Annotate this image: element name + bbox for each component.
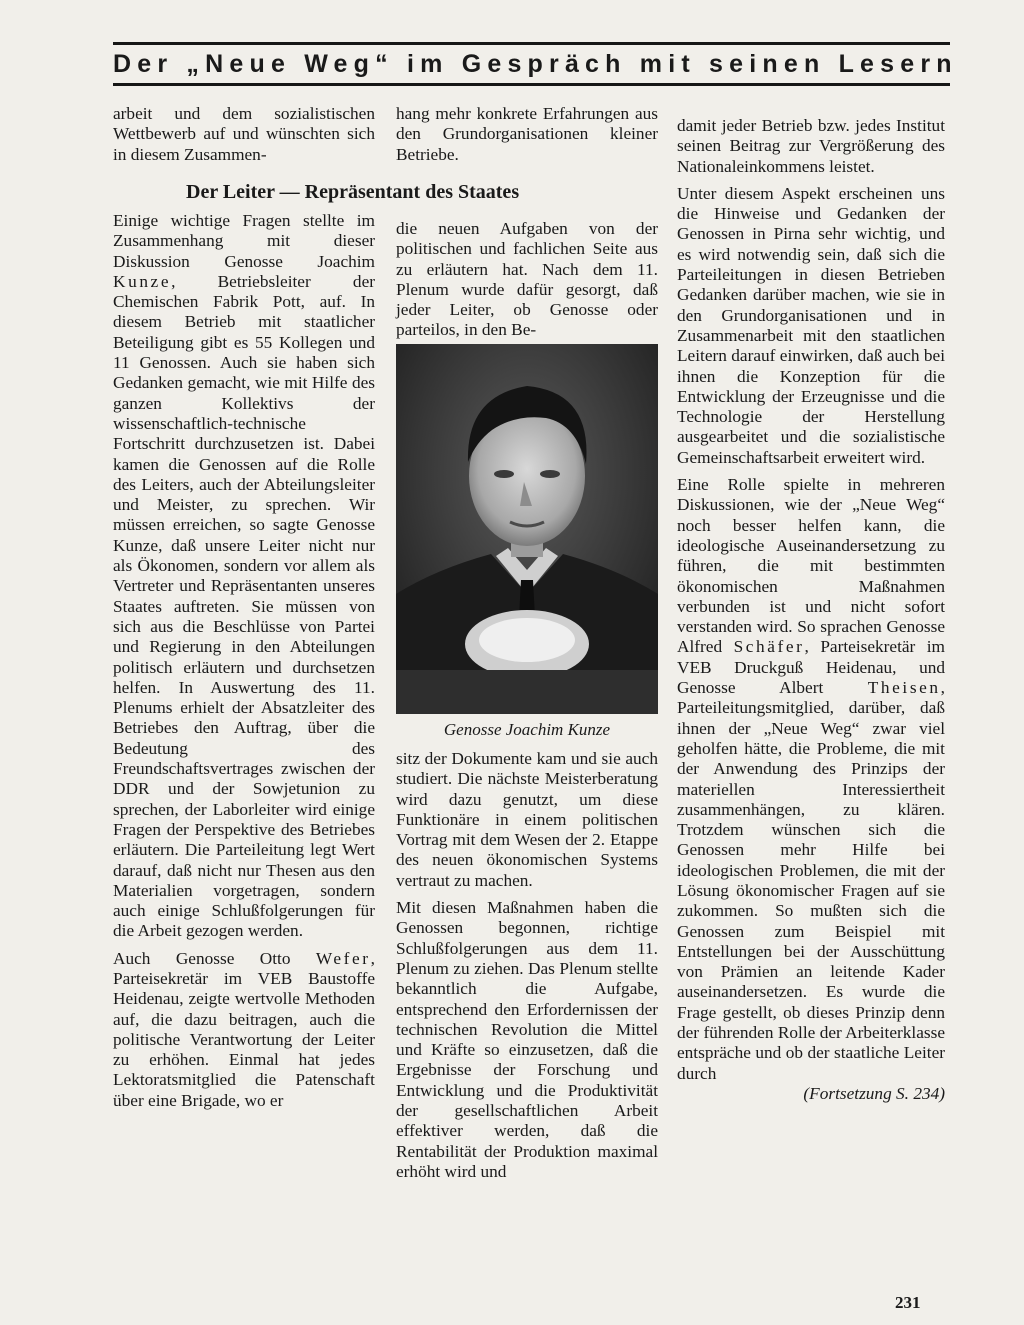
column-1-body (113, 211, 375, 1111)
column-2-top (396, 104, 658, 165)
column-2-body-upper (396, 219, 658, 341)
page-number: 231 (895, 1293, 921, 1312)
text-run: Auch Genosse Otto (113, 948, 291, 968)
paragraph (113, 211, 375, 942)
photo-caption: Genosse Joachim Kunze (443, 720, 611, 739)
section-heading: Der Leiter — Repräsentant des Staates (186, 181, 520, 203)
header-rule-bottom (113, 83, 950, 86)
column-2-body-lower (396, 749, 658, 1182)
text-run: Einige wichtige Fragen stellte im Zusammenhang mit dieser Diskussion Genosse Joachim (113, 211, 375, 271)
header-rule-top (113, 42, 950, 45)
text-run: Eine Rolle spielte in mehreren Diskussionen, wie der „Neue Weg“ noch besser helfen kann, die ideologische Auseinandersetzung zu führen, die mit bestimmten ökonomischen Maßnahmen verbunden ist und nicht sofort verstanden wird. So sprachen Genosse Alfred (677, 475, 945, 657)
paragraph: hang mehr konkrete Erfahrungen aus den Grundorganisationen kleiner Betriebe. (396, 104, 658, 164)
column-3 (677, 116, 945, 1104)
person-name: Wefer (315, 948, 371, 968)
page-header: Der „Neue Weg“ im Gespräch mit seinen Lesern (113, 50, 958, 78)
paragraph: sitz der Dokumente kam und sie auch studiert. Die nächste Meisterberatung wird dazu genutzt, um diese Funktionäre in einem politischen Vortrag mit dem Wesen der 2. Etappe des neuen ökonomischen Systems vertraut zu machen. (396, 749, 658, 890)
paragraph: damit jeder Betrieb bzw. jedes Institut seinen Beitrag zur Vergrößerung des Nationaleinkommens leistet. (677, 116, 945, 176)
paragraph: arbeit und dem sozialistischen Wettbewerb auf und wünschten sich in diesem Zusammen- (113, 104, 375, 164)
paragraph: die neuen Aufgaben von der politischen und fachlichen Seite aus zu erläutern hat. Nach dem 11. Plenum wurde dafür gesorgt, daß jeder Leiter, ob Genosse oder parteilos, in den Be- (396, 219, 658, 340)
person-name: Theisen (867, 678, 941, 698)
person-name: Schäfer (733, 637, 805, 657)
paragraph (113, 949, 375, 1111)
paragraph: Mit diesen Maßnahmen haben die Genossen begonnen, richtige Schlußfolgerungen aus dem 11. Plenum zu ziehen. Das Plenum stellte bekanntlich die Aufgabe, entsprechend den Erfordernissen der technischen Revolution die Mittel und Kräfte so einzusetzen, daß die Ergebnisse der Forschung und Entwicklung und die Produktivität der gesellschaftlichen Arbeit effektiver werden, daß die Rentabilität der Produktion maximal erhöht wird und (396, 898, 658, 1181)
portrait-image (396, 344, 658, 714)
continuation-note: (Fortsetzung S. 234) (803, 1083, 945, 1103)
paragraph (677, 475, 945, 1084)
person-name: Kunze (113, 271, 172, 291)
paragraph: Unter diesem Aspekt erscheinen uns die Hinweise und Gedanken der Genossen in Pirna sehr wichtig, und es wird notwendig sein, daß sich die Parteileitungen in diesen Betrieben Gedanken darüber machen, wie sie in den Grundorganisationen und in Zusammenarbeit mit den staatlichen Leitern darauf einwirken, daß auch bei ihnen die Konzeption für die Entwicklung der Erzeugnisse und die Technologie der Herstellung ausgearbeitet und die sozialistische Gemeinschaftsarbeit erweitert wird. (677, 183, 945, 467)
text-run: , Parteisekretär im VEB Druckguß Heidenau, und Genosse Albert (677, 637, 945, 698)
text-run: , Betriebsleiter der Chemischen Fabrik Pott, auf. In diesem Betrieb mit staatlicher Beteiligung gibt es 55 Kollegen und 11 Genossen. Auch sie haben sich Gedanken gemacht, wie mit Hilfe des ganzen Kollektivs der wissenschaftlich-technische Fortschritt durchzusetzen ist. Dabei kamen die Genossen auf die Rolle des Leiters, auch der Abteilungsleiter und Meister, zu sprechen. Wir müssen erreichen, so sagte Genosse Kunze, daß unsere Leiter nicht nur als Ökonomen, sondern vor allem als Vertreter und Repräsentanten unseres Staates auftreten. Sie müssen von sich aus die Beschlüsse von Partei und Regierung in den Abteilungen politisch erläutern und durchsetzen helfen. In Auswertung des 11. Plenums erhielt der Absatzleiter des Betriebes den Auftrag, über die Bedeutung des Freundschaftsvertrages zwischen der DDR und der Sowjetunion zu sprechen, der Laborleiter wird einige Fragen der Perspektive des Betriebes erläutern. Die Parteileitung legt Wert darauf, daß nicht nur Thesen aus den Materialien vorgetragen, sondern auch einige Schlußfolgerungen für die Arbeit gezogen werden. (113, 271, 375, 941)
portrait-photo (396, 344, 658, 714)
text-run: , Parteileitungsmitglied, darüber, daß ihnen der „Neue Weg“ zwar viel geholfen hätte, die Probleme, die mit der Anwendung des Prinzips der materiellen Interessiertheit zusammenhängen, zu klären. Trotzdem wünschen sich die Genossen mehr Hilfe bei ideologischen Problemen, die mit der Lösung ökonomischer Fragen auf sie zukommen. So mußten sich die Genossen zum Beispiel mit Entstellungen bei der Ausschüttung von Prämien an leitende Kader auseinandersetzen. Es wurde die Frage gestellt, ob dieses Prinzip denn der führenden Rolle der Arbeiterklasse entspräche und ob der staatliche Leiter durch (677, 678, 945, 1083)
text-run: , Parteisekretär im VEB Baustoffe Heidenau, zeigte wertvolle Methoden auf, die dazu beitragen, auch die politische Verantwortung der Leiter zu erhöhen. Einmal hat jedes Lektoratsmitglied die Patenschaft über eine Brigade, wo er (113, 948, 375, 1110)
column-1-top (113, 104, 375, 165)
